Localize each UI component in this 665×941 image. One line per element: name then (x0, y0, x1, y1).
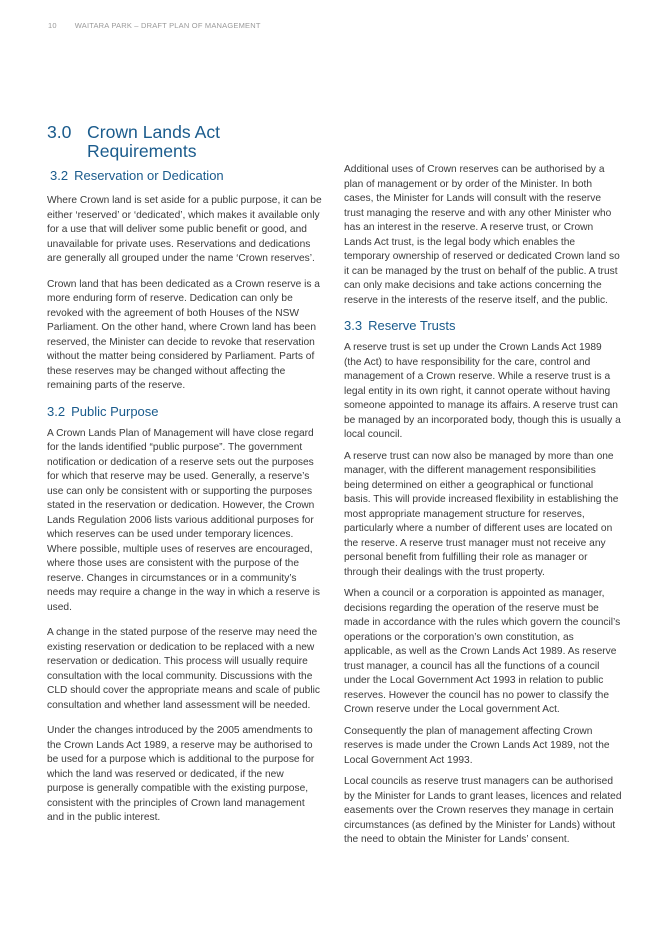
subheading-public-purpose: 3.2 Public Purpose (47, 403, 159, 419)
paragraph: Local councils as reserve trust managers can be authorised by the Minister for Lands to grant leases, licences and related easements over the Crown reserves they manage in certain circumstances (as defined by the Minister for Lands) without the need to obtain the Minister for Lands’ consent. (344, 776, 622, 845)
section-heading (47, 123, 323, 161)
paragraph: Under the changes introduced by the 2005 amendments to the Crown Lands Act 1989, a reserve may be authorised to be used for a purpose which is additional to the purpose for which the land was reserved or dedicated, if the new purpose is generally compatible with the existing purpose, consistent with the principles of Crown land management and in the public interest. (47, 725, 315, 823)
running-title: WAITARA PARK – DRAFT PLAN OF MANAGEMENT (74, 21, 261, 30)
paragraph: A change in the stated purpose of the reserve may need the existing reservation or dedication to be replaced with a new reservation or dedication. This process will usually require consultation with the local community. Discussions with the CLD should cover the appropriate means and scale of public consultation and whether land assessment will be needed. (47, 627, 320, 711)
paragraph: A reserve trust can now also be managed by more than one manager, with the different management responsibilities being determined on either a geographical or functional basis. This will provide increased flexibility in establishing the most appropriate management structure for reserves, particularly where a number of different uses are located on the reserve. A reserve trust manager must not receive any personal benefit from fulfilling their role as manager or through their dealings with the trust property. (344, 450, 619, 578)
section-number: 3.0 (47, 122, 72, 142)
paragraph: Consequently the plan of management affecting Crown reserves is made under the Crown Lands Act 1989, not the Local Government Act 1993. (344, 725, 610, 766)
left-column (47, 123, 323, 826)
section-title: Crown Lands Act Requirements (87, 122, 221, 161)
subheading-reservation: 3.2 Reservation or Dedication (50, 168, 224, 183)
running-header (48, 21, 261, 30)
right-column (344, 163, 622, 848)
paragraph: Where Crown land is set aside for a public purpose, it can be either ‘reserved’ or ‘dedicated’, which makes it available only for a use that will deliver some public benefit or good, and unavailable for private uses. Reservations and dedications are generally all grouped under the name ‘Crown reserves’. (47, 195, 322, 264)
paragraph: Crown land that has been dedicated as a Crown reserve is a more enduring form of reserve. Dedication can only be revoked with the agreement of both Houses of the NSW Parliament. On the other hand, where Crown land has been reserved, the Minister can decide to revoke that reservation without the matter being considered by Parliament. Parts of these reserves may be changed without affecting the remaining parts of the reserve. (47, 278, 320, 391)
paragraph: A reserve trust is set up under the Crown Lands Act 1989 (the Act) to have responsibility for the care, control and management of a Crown reserve. While a reserve trust is a legal entity in its own right, it cannot operate without having someone appointed to manage its affairs. A reserve trust can be managed by an incorporated body, though this is usually a local council. (344, 342, 621, 440)
paragraph: When a council or a corporation is appointed as manager, decisions regarding the operation of the reserve must be made in accordance with the rules which govern the council’s operations or the corporation’s own constitution, as applicable, as well as the Crown Lands Act 1989. As reserve trust manager, a council has all the functions of a council under the Local Government Act 1993 in relation to public reserves. However the council has no power to classify the Crown reserve under the Local government Act. (344, 588, 621, 715)
page-number: 10 (48, 21, 57, 30)
paragraph: A Crown Lands Plan of Management will have close regard for the lands identified “public purpose”. The government notification or dedication of a reserve sets out the purposes for which that reserve may be used. Generally, a reserve’s use can only be consistent with or supporting the purposes stated in the reservation or dedication. However, the Crown Lands Regulation 2006 lists various additional purposes for which reserves can be used under temporary licences. Where possible, multiple uses of reserves are encouraged, where those uses are consistent with the purpose of the reserve. Changes in circumstances or in a community’s needs may require a change in the way in which a reserve is used. (47, 427, 320, 613)
subheading-reserve-trusts: 3.3 Reserve Trusts (344, 318, 456, 333)
paragraph: Additional uses of Crown reserves can be authorised by a plan of management or by order of the Minister. In both cases, the Minister for Lands will consult with the reserve trust managing the reserve and with any other Minister who has an interest in the reserve. A reserve trust, or Crown Lands Act trust, is the legal body which enables the temporary ownership of reserved or dedicated Crown land so it can be managed by the trust on behalf of the public. A trust can only make decisions and take actions concerning the reserve in the interests of the reserve itself, and the public. (344, 164, 620, 306)
